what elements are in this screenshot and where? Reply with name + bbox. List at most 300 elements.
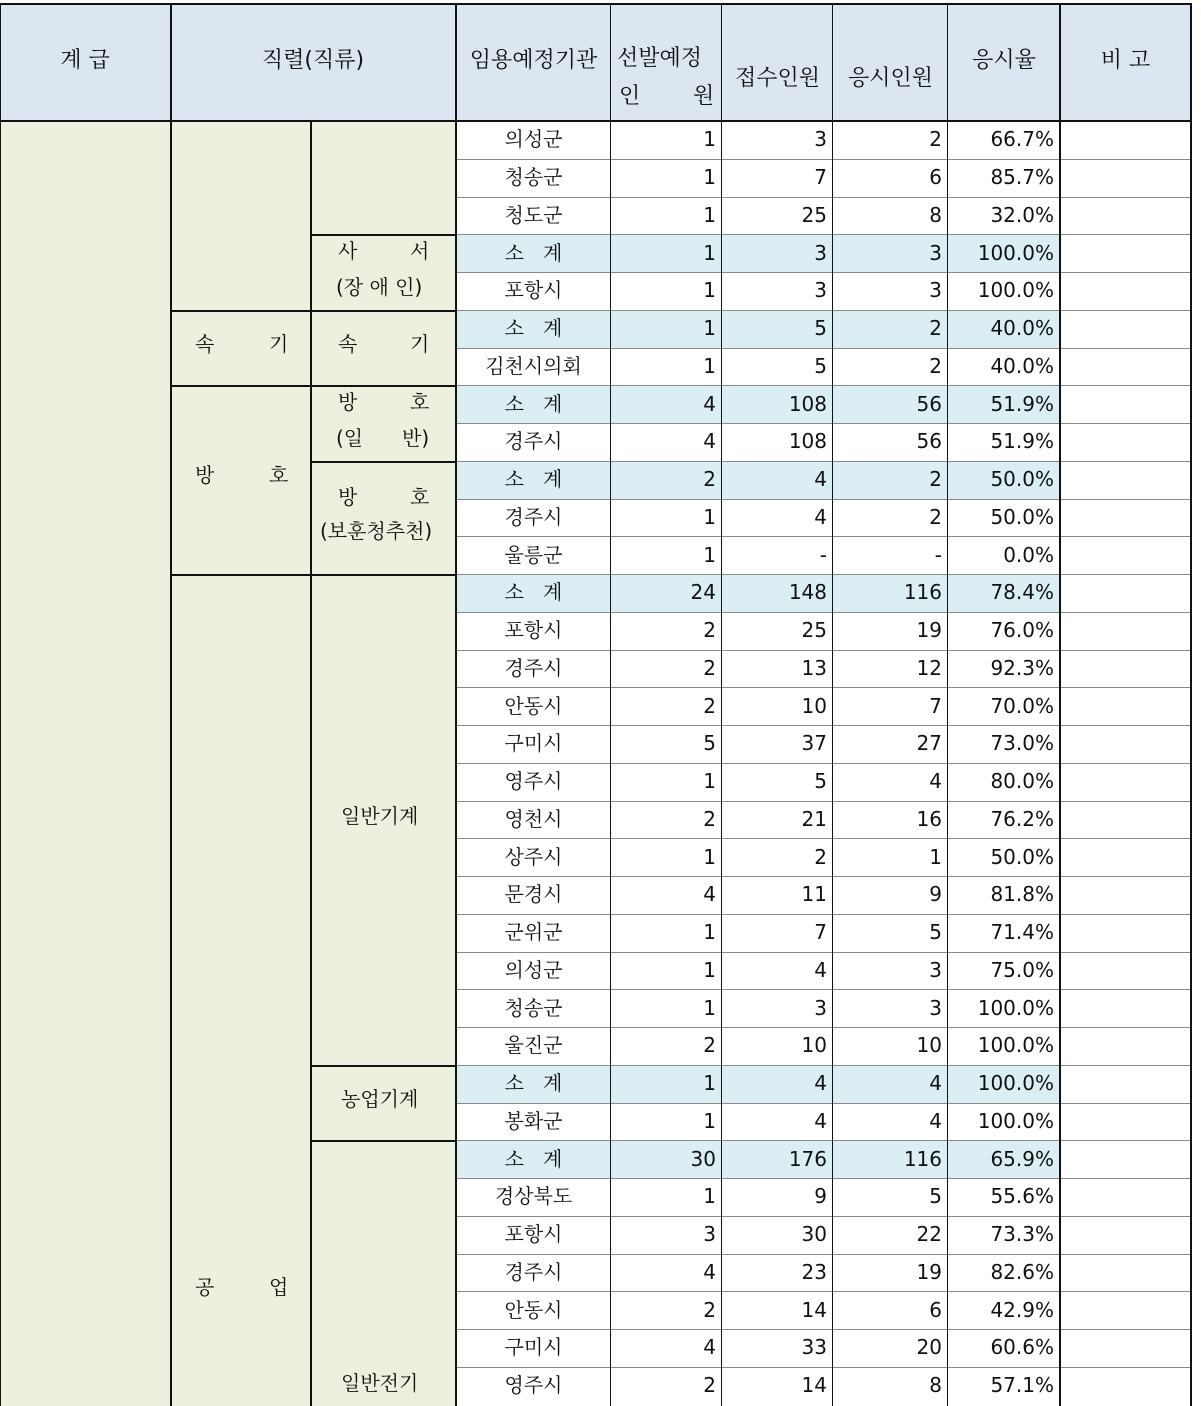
applicants-cell bbox=[722, 272, 833, 310]
agency-cell-value: 소 계 bbox=[504, 1071, 563, 1096]
applicants-cell-value: 33 bbox=[801, 1335, 827, 1360]
agency-cell bbox=[456, 310, 611, 348]
rate-cell-value: 100.0% bbox=[977, 1071, 1054, 1096]
applicants-cell-value: 30 bbox=[801, 1222, 827, 1247]
rate-cell bbox=[948, 499, 1060, 537]
test-takers-cell bbox=[833, 1367, 948, 1405]
agency-cell-value: 안동시 bbox=[504, 693, 563, 718]
grid-line bbox=[456, 159, 1191, 160]
rate-cell-value: 51.9% bbox=[990, 429, 1054, 454]
applicants-cell bbox=[722, 159, 833, 197]
header-test-takers-label: 응시인원 bbox=[847, 65, 933, 91]
rate-cell-value: 50.0% bbox=[990, 467, 1054, 492]
grid-line bbox=[456, 536, 1191, 537]
agency-cell-value: 청송군 bbox=[504, 165, 563, 190]
rate-cell-value: 100.0% bbox=[977, 995, 1054, 1020]
test-takers-cell-value: 19 bbox=[916, 618, 942, 643]
test-takers-cell-value: 27 bbox=[916, 731, 942, 756]
remarks-cell bbox=[1060, 876, 1191, 914]
planned-cell-value: 1 bbox=[703, 127, 716, 152]
applicants-cell-value: - bbox=[819, 542, 827, 567]
guard-general-label-b: 호 bbox=[410, 390, 430, 414]
applicants-cell bbox=[722, 1329, 833, 1367]
header-rate-label: 응시율 bbox=[972, 47, 1036, 73]
remarks-cell bbox=[1060, 650, 1191, 688]
test-takers-cell-value: 10 bbox=[916, 1033, 942, 1058]
planned-cell bbox=[611, 234, 722, 272]
test-takers-cell bbox=[833, 461, 948, 499]
header-applicants bbox=[722, 4, 833, 121]
remarks-cell bbox=[1060, 914, 1191, 952]
rate-cell-value: 85.7% bbox=[990, 165, 1054, 190]
applicants-cell-value: 37 bbox=[801, 731, 827, 756]
grid-line bbox=[456, 1291, 1191, 1292]
remarks-cell bbox=[1060, 536, 1191, 574]
rate-cell bbox=[948, 1329, 1060, 1367]
applicants-cell bbox=[722, 1140, 833, 1178]
test-takers-cell-value: 5 bbox=[929, 1184, 942, 1209]
applicants-cell-value: 14 bbox=[801, 1373, 827, 1398]
applicants-cell bbox=[722, 461, 833, 499]
planned-cell bbox=[611, 1216, 722, 1254]
grid-line bbox=[170, 310, 310, 312]
grid-line bbox=[456, 423, 1191, 424]
agency-cell bbox=[456, 1216, 611, 1254]
rate-cell bbox=[948, 1140, 1060, 1178]
remarks-cell bbox=[1060, 1329, 1191, 1367]
test-takers-cell bbox=[833, 423, 948, 461]
grid-line bbox=[456, 612, 1191, 613]
test-takers-cell-value: - bbox=[934, 542, 942, 567]
agency-cell bbox=[456, 801, 611, 839]
planned-cell bbox=[611, 1254, 722, 1292]
header-planned-line1: 선발예정 bbox=[617, 46, 703, 71]
applicants-cell-value: 4 bbox=[814, 467, 827, 492]
rate-cell-value: 80.0% bbox=[990, 769, 1054, 794]
applicants-cell bbox=[722, 1065, 833, 1103]
planned-cell-value: 1 bbox=[703, 165, 716, 190]
agency-cell bbox=[456, 725, 611, 763]
guard-general-label-a: 방 bbox=[338, 390, 358, 414]
planned-cell-value: 2 bbox=[703, 1033, 716, 1058]
test-takers-cell-value: 4 bbox=[929, 1071, 942, 1096]
grid-line bbox=[0, 3, 1191, 5]
test-takers-cell-value: 4 bbox=[929, 1108, 942, 1133]
rate-cell-value: 78.4% bbox=[990, 580, 1054, 605]
remarks-cell bbox=[1060, 499, 1191, 537]
planned-cell bbox=[611, 763, 722, 801]
rate-cell bbox=[948, 385, 1060, 423]
applicants-cell-value: 108 bbox=[788, 429, 827, 454]
agency-cell-value: 울릉군 bbox=[504, 542, 563, 567]
rate-cell-value: 51.9% bbox=[990, 391, 1054, 416]
rate-cell bbox=[948, 952, 1060, 990]
rate-cell bbox=[948, 1178, 1060, 1216]
agency-cell-value: 경주시 bbox=[504, 1259, 563, 1284]
applicants-cell bbox=[722, 310, 833, 348]
rate-cell bbox=[948, 348, 1060, 386]
applicants-cell-value: 4 bbox=[814, 957, 827, 982]
header-planned-line2b: 원 bbox=[693, 84, 715, 109]
applicants-cell bbox=[722, 234, 833, 272]
applicants-cell-value: 13 bbox=[801, 655, 827, 680]
rate-cell bbox=[948, 310, 1060, 348]
applicants-cell-value: 176 bbox=[788, 1146, 827, 1171]
guard-group-label-b: 호 bbox=[269, 463, 289, 487]
planned-cell bbox=[611, 272, 722, 310]
grid-line bbox=[456, 989, 1191, 990]
grid-line bbox=[310, 461, 456, 463]
test-takers-cell bbox=[833, 725, 948, 763]
applicants-cell bbox=[722, 763, 833, 801]
planned-cell-value: 4 bbox=[703, 391, 716, 416]
test-takers-cell-value: 2 bbox=[929, 467, 942, 492]
agency-cell-value: 포항시 bbox=[504, 278, 563, 303]
agency-cell-value: 영천시 bbox=[504, 806, 563, 831]
farm-machine-label: 농업기계 bbox=[341, 1087, 419, 1111]
agency-cell bbox=[456, 499, 611, 537]
grid-line bbox=[1190, 3, 1192, 1406]
agency-cell-value: 의성군 bbox=[504, 957, 563, 982]
test-takers-cell bbox=[833, 1178, 948, 1216]
applicants-cell bbox=[722, 385, 833, 423]
agency-cell bbox=[456, 1103, 611, 1141]
test-takers-cell-value: 3 bbox=[929, 278, 942, 303]
rate-cell-value: 32.0% bbox=[990, 202, 1054, 227]
grid-line bbox=[456, 952, 1191, 953]
header-planned bbox=[611, 4, 722, 121]
test-takers-cell-value: 12 bbox=[916, 655, 942, 680]
remarks-cell bbox=[1060, 989, 1191, 1027]
steno-label-b: 기 bbox=[410, 332, 430, 356]
grid-line bbox=[456, 876, 1191, 877]
remarks-cell bbox=[1060, 1027, 1191, 1065]
test-takers-cell bbox=[833, 1291, 948, 1329]
rate-cell bbox=[948, 914, 1060, 952]
planned-cell bbox=[611, 499, 722, 537]
agency-cell bbox=[456, 272, 611, 310]
rate-cell bbox=[948, 725, 1060, 763]
test-takers-cell-value: 2 bbox=[929, 504, 942, 529]
rate-cell bbox=[948, 1216, 1060, 1254]
guard-group-label-a: 방 bbox=[195, 463, 215, 487]
planned-cell bbox=[611, 1103, 722, 1141]
rate-cell-value: 65.9% bbox=[990, 1146, 1054, 1171]
applicants-cell bbox=[722, 121, 833, 159]
rate-cell bbox=[948, 763, 1060, 801]
applicants-cell bbox=[722, 348, 833, 386]
applicants-cell-value: 3 bbox=[814, 127, 827, 152]
agency-cell bbox=[456, 121, 611, 159]
agency-cell bbox=[456, 1178, 611, 1216]
planned-cell-value: 2 bbox=[703, 618, 716, 643]
librarian-label-b: 서 bbox=[410, 239, 430, 263]
grid-line bbox=[170, 574, 310, 576]
grid-line bbox=[456, 348, 1191, 349]
header-applicants-label: 접수인원 bbox=[734, 65, 820, 91]
planned-cell-value: 5 bbox=[703, 731, 716, 756]
rate-cell bbox=[948, 1103, 1060, 1141]
planned-cell bbox=[611, 197, 722, 235]
planned-cell-value: 1 bbox=[703, 1071, 716, 1096]
test-takers-cell-value: 16 bbox=[916, 806, 942, 831]
planned-cell bbox=[611, 348, 722, 386]
applicants-cell bbox=[722, 650, 833, 688]
applicants-cell-value: 9 bbox=[814, 1184, 827, 1209]
agency-cell-value: 의성군 bbox=[504, 127, 563, 152]
remarks-cell bbox=[1060, 234, 1191, 272]
test-takers-cell bbox=[833, 348, 948, 386]
rate-cell bbox=[948, 423, 1060, 461]
industry-group-label-b: 업 bbox=[269, 1275, 289, 1299]
header-rate bbox=[948, 4, 1060, 121]
test-takers-cell-value: 1 bbox=[929, 844, 942, 869]
header-test-takers bbox=[833, 4, 948, 121]
planned-cell bbox=[611, 1291, 722, 1329]
test-takers-cell-value: 5 bbox=[929, 920, 942, 945]
test-takers-cell bbox=[833, 159, 948, 197]
rate-cell bbox=[948, 574, 1060, 612]
header-job-series-label: 직렬(직류) bbox=[261, 47, 365, 73]
planned-cell-value: 1 bbox=[703, 1108, 716, 1133]
planned-cell-value: 1 bbox=[703, 957, 716, 982]
remarks-cell bbox=[1060, 1065, 1191, 1103]
planned-cell bbox=[611, 612, 722, 650]
applicants-cell-value: 3 bbox=[814, 240, 827, 265]
remarks-cell bbox=[1060, 1367, 1191, 1405]
grid-line bbox=[456, 1140, 1191, 1141]
header-planned-line2a: 인 bbox=[619, 84, 641, 109]
grade-column bbox=[0, 121, 170, 1406]
agency-cell bbox=[456, 914, 611, 952]
rate-cell-value: 76.2% bbox=[990, 806, 1054, 831]
planned-cell bbox=[611, 159, 722, 197]
agency-cell bbox=[456, 1291, 611, 1329]
planned-cell-value: 4 bbox=[703, 429, 716, 454]
agency-cell-value: 포항시 bbox=[504, 1222, 563, 1247]
series-detail-column bbox=[310, 121, 456, 1406]
test-takers-cell bbox=[833, 385, 948, 423]
test-takers-cell bbox=[833, 801, 948, 839]
guard-general-sub-a: (일 bbox=[336, 426, 364, 450]
grid-line bbox=[456, 461, 1191, 462]
header-remarks bbox=[1060, 4, 1191, 121]
planned-cell bbox=[611, 838, 722, 876]
planned-cell bbox=[611, 423, 722, 461]
grid-line bbox=[456, 1027, 1191, 1028]
planned-cell-value: 2 bbox=[703, 655, 716, 680]
agency-cell-value: 포항시 bbox=[504, 618, 563, 643]
planned-cell bbox=[611, 385, 722, 423]
grid-line bbox=[456, 1103, 1191, 1104]
grid-line bbox=[456, 650, 1191, 651]
applicants-cell bbox=[722, 197, 833, 235]
applicants-cell-value: 23 bbox=[801, 1259, 827, 1284]
planned-cell bbox=[611, 876, 722, 914]
planned-cell-value: 1 bbox=[703, 202, 716, 227]
test-takers-cell bbox=[833, 272, 948, 310]
test-takers-cell-value: 8 bbox=[929, 202, 942, 227]
steno-group-label-a: 속 bbox=[195, 332, 215, 356]
agency-cell bbox=[456, 838, 611, 876]
applicants-cell bbox=[722, 1216, 833, 1254]
agency-cell bbox=[456, 1367, 611, 1405]
test-takers-cell bbox=[833, 989, 948, 1027]
agency-cell-value: 경상북도 bbox=[494, 1184, 573, 1209]
test-takers-cell-value: 6 bbox=[929, 165, 942, 190]
agency-cell bbox=[456, 1254, 611, 1292]
header-grade bbox=[0, 4, 170, 121]
grid-line bbox=[456, 1367, 1191, 1368]
test-takers-cell bbox=[833, 1254, 948, 1292]
grid-line bbox=[456, 499, 1191, 500]
planned-cell-value: 3 bbox=[703, 1222, 716, 1247]
agency-cell-value: 김천시의회 bbox=[485, 353, 582, 378]
steno-label-a: 속 bbox=[338, 332, 358, 356]
test-takers-cell-value: 3 bbox=[929, 995, 942, 1020]
applicants-cell bbox=[722, 499, 833, 537]
test-takers-cell bbox=[833, 1065, 948, 1103]
grid-line bbox=[310, 574, 456, 576]
applicants-cell-value: 2 bbox=[814, 844, 827, 869]
agency-cell bbox=[456, 159, 611, 197]
remarks-cell bbox=[1060, 838, 1191, 876]
planned-cell-value: 1 bbox=[703, 769, 716, 794]
header-agency bbox=[456, 4, 611, 121]
grid-line bbox=[456, 687, 1191, 688]
grid-line bbox=[310, 121, 312, 1406]
grid-line bbox=[1059, 3, 1061, 1406]
guard-veteran-label-b: 호 bbox=[410, 485, 430, 509]
librarian-label-sub: (장 애 인) bbox=[336, 275, 423, 299]
grid-line bbox=[456, 725, 1191, 726]
agency-cell-value: 구미시 bbox=[504, 1335, 563, 1360]
grid-line bbox=[455, 3, 457, 1406]
grid-line bbox=[832, 3, 833, 1406]
grid-line bbox=[310, 234, 456, 236]
planned-cell-value: 1 bbox=[703, 542, 716, 567]
rate-cell bbox=[948, 461, 1060, 499]
agency-cell-value: 상주시 bbox=[504, 844, 563, 869]
remarks-cell bbox=[1060, 952, 1191, 990]
test-takers-cell-value: 6 bbox=[929, 1297, 942, 1322]
rate-cell-value: 73.0% bbox=[990, 731, 1054, 756]
agency-cell-value: 소 계 bbox=[504, 391, 563, 416]
grid-line bbox=[456, 763, 1191, 764]
test-takers-cell bbox=[833, 197, 948, 235]
agency-cell-value: 구미시 bbox=[504, 731, 563, 756]
applicants-cell-value: 4 bbox=[814, 1108, 827, 1133]
rate-cell bbox=[948, 1027, 1060, 1065]
applicants-cell bbox=[722, 725, 833, 763]
rate-cell-value: 100.0% bbox=[977, 240, 1054, 265]
agency-cell bbox=[456, 763, 611, 801]
test-takers-cell-value: 9 bbox=[929, 882, 942, 907]
header-remarks-label: 비 고 bbox=[1100, 47, 1151, 73]
planned-cell-value: 1 bbox=[703, 316, 716, 341]
planned-cell-value: 1 bbox=[703, 353, 716, 378]
grid-line bbox=[456, 385, 1191, 386]
test-takers-cell bbox=[833, 499, 948, 537]
industry-group-label-a: 공 bbox=[195, 1275, 215, 1299]
agency-cell bbox=[456, 1140, 611, 1178]
rate-cell-value: 81.8% bbox=[990, 882, 1054, 907]
rate-cell bbox=[948, 197, 1060, 235]
applicants-cell-value: 25 bbox=[801, 202, 827, 227]
rate-cell bbox=[948, 159, 1060, 197]
grid-line bbox=[456, 234, 1191, 235]
rate-cell bbox=[948, 234, 1060, 272]
test-takers-cell-value: 2 bbox=[929, 316, 942, 341]
test-takers-cell-value: 116 bbox=[903, 1146, 942, 1171]
agency-cell-value: 경주시 bbox=[504, 429, 563, 454]
remarks-cell bbox=[1060, 197, 1191, 235]
grid-line bbox=[170, 385, 310, 387]
agency-cell-value: 소 계 bbox=[504, 1146, 563, 1171]
steno-group-label-b: 기 bbox=[269, 332, 289, 356]
grid-line bbox=[310, 1065, 456, 1067]
grid-line bbox=[456, 310, 1191, 311]
rate-cell-value: 57.1% bbox=[990, 1373, 1054, 1398]
test-takers-cell bbox=[833, 574, 948, 612]
planned-cell-value: 1 bbox=[703, 995, 716, 1020]
grid-line bbox=[456, 1254, 1191, 1255]
planned-cell-value: 2 bbox=[703, 693, 716, 718]
agency-cell bbox=[456, 952, 611, 990]
test-takers-cell bbox=[833, 763, 948, 801]
planned-cell-value: 2 bbox=[703, 467, 716, 492]
test-takers-cell bbox=[833, 1027, 948, 1065]
planned-cell bbox=[611, 1027, 722, 1065]
agency-cell-value: 영주시 bbox=[504, 769, 563, 794]
agency-cell bbox=[456, 461, 611, 499]
planned-cell bbox=[611, 650, 722, 688]
applicants-cell bbox=[722, 989, 833, 1027]
planned-cell bbox=[611, 687, 722, 725]
planned-cell-value: 2 bbox=[703, 806, 716, 831]
agency-cell-value: 소 계 bbox=[504, 580, 563, 605]
agency-cell bbox=[456, 612, 611, 650]
remarks-cell bbox=[1060, 612, 1191, 650]
grid-line bbox=[170, 3, 172, 1406]
rate-cell-value: 40.0% bbox=[990, 316, 1054, 341]
test-takers-cell bbox=[833, 952, 948, 990]
applicants-cell bbox=[722, 574, 833, 612]
planned-cell bbox=[611, 725, 722, 763]
applicants-cell-value: 5 bbox=[814, 316, 827, 341]
rate-cell-value: 100.0% bbox=[977, 278, 1054, 303]
agency-cell bbox=[456, 989, 611, 1027]
test-takers-cell-value: 56 bbox=[916, 391, 942, 416]
applicants-cell bbox=[722, 1027, 833, 1065]
agency-cell bbox=[456, 650, 611, 688]
rate-cell-value: 75.0% bbox=[990, 957, 1054, 982]
applicants-cell bbox=[722, 801, 833, 839]
test-takers-cell-value: 3 bbox=[929, 240, 942, 265]
agency-cell-value: 소 계 bbox=[504, 316, 563, 341]
rate-cell bbox=[948, 687, 1060, 725]
remarks-cell bbox=[1060, 574, 1191, 612]
agency-cell bbox=[456, 234, 611, 272]
rate-cell bbox=[948, 1291, 1060, 1329]
guard-veteran-label-a: 방 bbox=[338, 485, 358, 509]
planned-cell bbox=[611, 461, 722, 499]
librarian-label-a: 사 bbox=[338, 239, 358, 263]
remarks-cell bbox=[1060, 1103, 1191, 1141]
agency-cell-value: 경주시 bbox=[504, 655, 563, 680]
remarks-cell bbox=[1060, 1178, 1191, 1216]
planned-cell-value: 4 bbox=[703, 1335, 716, 1360]
